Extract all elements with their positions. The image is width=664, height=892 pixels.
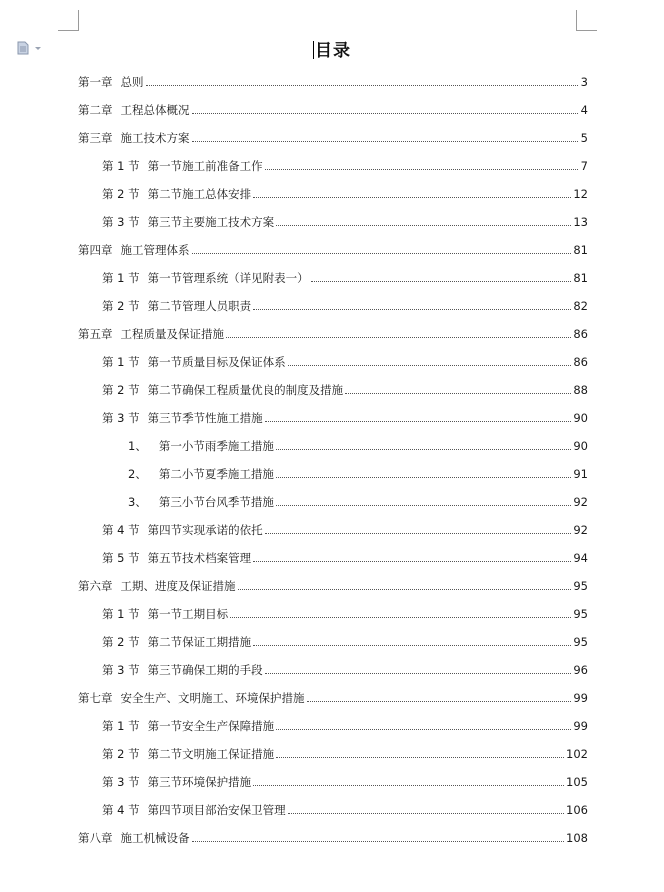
toc-entry-page-number: 106 [566,803,588,817]
toc-entry-number: 第 3 节 [102,663,140,677]
toc-dot-leader [253,776,564,786]
toc-entry-number: 第 3 节 [102,411,140,425]
toc-dot-leader [253,300,571,310]
toc-entry[interactable] [78,152,588,180]
toc-entry-number: 第八章 [78,831,113,845]
toc-entry-number: 第 5 节 [102,551,140,565]
toc-title [0,36,664,61]
toc-entry[interactable] [78,796,588,824]
toc-entry-number: 第 2 节 [102,635,140,649]
toc-entry-title: 第一节施工前准备工作 [147,159,263,173]
toc-entry[interactable] [78,320,588,348]
toc-entry-page-number: 82 [573,299,588,313]
toc-entry-title: 第一节质量目标及保证体系 [147,355,286,369]
toc-entry-title: 施工技术方案 [120,131,190,145]
toc-entry-title: 工期、进度及保证措施 [120,579,236,593]
toc-entry[interactable] [78,236,588,264]
toc-entry-title: 第四节实现承诺的依托 [147,523,263,537]
toc-entry-page-number: 92 [573,495,588,509]
toc-entry[interactable] [78,516,588,544]
toc-entry[interactable] [78,824,588,852]
toc-entry-number: 第 2 节 [102,299,140,313]
toc-entry-title: 第二节施工总体安排 [147,187,252,201]
toc-entry[interactable] [78,124,588,152]
toc-entry[interactable] [78,684,588,712]
toc-entry[interactable] [78,740,588,768]
toc-entry-number: 第三章 [78,131,113,145]
toc-entry-page-number: 81 [573,271,588,285]
toc-entry-page-number: 96 [573,663,588,677]
toc-dot-leader [276,496,572,506]
toc-entry-title: 第一节工期目标 [147,607,229,621]
toc-dot-leader [265,160,578,170]
toc-entry-title: 施工机械设备 [120,831,190,845]
toc-entry-number: 第 2 节 [102,747,140,761]
toc-entry-page-number: 95 [573,579,588,593]
toc-entry-page-number: 90 [573,439,588,453]
toc-entry-page-number: 5 [580,131,588,145]
toc-entry-page-number: 3 [580,75,588,89]
toc-dot-leader [276,748,564,758]
toc-entry[interactable] [78,376,588,404]
toc-entry-title: 第一节安全生产保障措施 [147,719,275,733]
toc-entry[interactable] [78,348,588,376]
toc-entry-page-number: 94 [573,551,588,565]
toc-dot-leader [253,552,571,562]
toc-entry-number: 第 1 节 [102,355,140,369]
toc-entry-page-number: 105 [566,775,588,789]
toc-entry-number: 第 3 节 [102,215,140,229]
toc-dot-leader [276,468,572,478]
toc-entry[interactable] [78,292,588,320]
toc-entry-number: 第一章 [78,75,113,89]
toc-entry-page-number: 81 [573,243,588,257]
toc-entry-number: 第 1 节 [102,271,140,285]
toc-entry-title: 第三节确保工期的手段 [147,663,263,677]
table-of-contents [78,68,588,852]
toc-entry[interactable] [78,432,588,460]
toc-dot-leader [253,636,571,646]
toc-entry[interactable] [78,544,588,572]
toc-entry[interactable] [78,628,588,656]
toc-entry-title: 第三节季节性施工措施 [147,411,263,425]
toc-entry-number: 1、 [128,439,147,453]
toc-entry-page-number: 92 [573,523,588,537]
toc-entry-title: 第三节主要施工技术方案 [147,215,275,229]
toc-entry-number: 第四章 [78,243,113,257]
toc-dot-leader [265,412,572,422]
toc-entry-title: 第三小节台风季节措施 [158,495,274,509]
toc-entry[interactable] [78,572,588,600]
crop-mark-top-right [576,10,597,31]
toc-entry-page-number: 86 [573,327,588,341]
toc-entry-number: 第七章 [78,691,113,705]
toc-entry-page-number: 90 [573,411,588,425]
toc-entry-title: 第二节保证工期措施 [147,635,252,649]
text-cursor [313,41,314,59]
toc-entry-page-number: 12 [573,187,588,201]
toc-entry[interactable] [78,656,588,684]
toc-entry[interactable] [78,96,588,124]
toc-entry-page-number: 95 [573,635,588,649]
toc-entry-number: 第 4 节 [102,523,140,537]
toc-entry[interactable] [78,460,588,488]
toc-dot-leader [192,104,579,114]
toc-entry-title: 第二节管理人员职责 [147,299,252,313]
toc-dot-leader [288,804,564,814]
toc-entry-page-number: 88 [573,383,588,397]
toc-dot-leader [311,272,572,282]
toc-dot-leader [192,132,579,142]
toc-entry-page-number: 102 [566,747,588,761]
toc-entry-number: 3、 [128,495,147,509]
toc-entry-number: 第五章 [78,327,113,341]
toc-dot-leader [307,692,572,702]
toc-entry-page-number: 86 [573,355,588,369]
toc-entry-page-number: 99 [573,719,588,733]
toc-entry-title: 第四节项目部治安保卫管理 [147,803,286,817]
toc-dot-leader [265,664,572,674]
toc-entry-title: 工程总体概况 [120,103,190,117]
toc-entry-page-number: 7 [580,159,588,173]
toc-title-text: 目录 [315,41,351,61]
toc-entry-title: 安全生产、文明施工、环境保护措施 [120,691,305,705]
toc-dot-leader [265,524,572,534]
toc-entry-page-number: 99 [573,691,588,705]
toc-entry[interactable] [78,404,588,432]
toc-dot-leader [192,244,572,254]
toc-entry[interactable] [78,768,588,796]
toc-dot-leader [276,720,571,730]
toc-entry-title: 工程质量及保证措施 [120,327,224,341]
crop-mark-top-left [58,10,79,31]
toc-entry-title: 第五节技术档案管理 [147,551,252,565]
toc-dot-leader [146,76,579,86]
toc-entry-page-number: 91 [573,467,588,481]
toc-entry-number: 第 1 节 [102,607,140,621]
toc-dot-leader [230,608,571,618]
toc-entry-title: 第一小节雨季施工措施 [158,439,274,453]
toc-entry-number: 第 2 节 [102,187,140,201]
toc-dot-leader [345,384,571,394]
toc-entry-number: 第 1 节 [102,159,140,173]
toc-entry[interactable] [78,712,588,740]
toc-entry-number: 第 2 节 [102,383,140,397]
toc-entry-title: 第三节环境保护措施 [147,775,252,789]
toc-dot-leader [226,328,571,338]
toc-entry-number: 第 4 节 [102,803,140,817]
toc-entry-number: 第 3 节 [102,775,140,789]
toc-entry-page-number: 4 [580,103,588,117]
toc-entry[interactable] [78,208,588,236]
toc-dot-leader [253,188,571,198]
toc-entry[interactable] [78,488,588,516]
toc-entry-title: 施工管理体系 [120,243,190,257]
toc-entry[interactable] [78,180,588,208]
toc-entry-title: 总则 [120,75,144,89]
toc-entry-number: 第二章 [78,103,113,117]
toc-entry-number: 2、 [128,467,147,481]
toc-entry[interactable] [78,600,588,628]
toc-entry-title: 第二节确保工程质量优良的制度及措施 [147,383,344,397]
toc-dot-leader [276,440,572,450]
toc-entry-page-number: 13 [573,215,588,229]
toc-entry-page-number: 108 [566,831,588,845]
toc-entry-title: 第二节文明施工保证措施 [147,747,275,761]
toc-entry-number: 第 1 节 [102,719,140,733]
toc-dot-leader [238,580,572,590]
toc-entry-title: 第二小节夏季施工措施 [158,467,274,481]
toc-dot-leader [288,356,572,366]
toc-entry[interactable] [78,68,588,96]
toc-entry-number: 第六章 [78,579,113,593]
toc-dot-leader [192,832,565,842]
toc-entry[interactable] [78,264,588,292]
toc-entry-title: 第一节管理系统（详见附表一） [147,271,309,285]
toc-entry-page-number: 95 [573,607,588,621]
toc-dot-leader [276,216,571,226]
